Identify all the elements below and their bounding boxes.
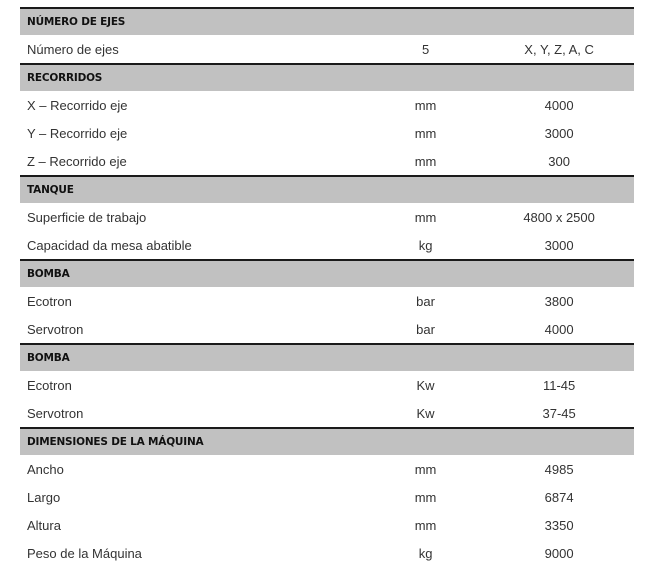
row-value: 4985 [544,461,574,477]
row-label: Z – Recorrido eje [27,153,127,169]
row-unit: kg [418,237,433,253]
table-row [20,539,634,567]
row-value: 9000 [544,545,574,561]
section-title: TANQUE [20,176,634,203]
row-value: X, Y, Z, A, C [524,41,594,57]
row-value: 300 [548,153,570,169]
row-value: 6874 [544,489,574,505]
row-label: Ancho [27,461,64,477]
row-value: 3800 [544,293,574,309]
row-unit: 5 [421,41,430,57]
row-value: 3350 [544,517,574,533]
table-row [20,287,634,315]
row-value: 4000 [544,321,574,337]
row-unit: Kw [416,377,435,393]
section-title: RECORRIDOS [20,64,634,91]
table-row [20,455,634,483]
row-value: 11-45 [542,377,576,393]
table-row [20,231,634,260]
section-title: BOMBA [20,344,634,371]
table-row [20,483,634,511]
row-unit: mm [414,153,437,169]
section-header-numero-de-ejes [20,8,634,35]
table-row [20,147,634,176]
section-header-dimensiones [20,428,634,455]
row-value: 3000 [544,125,574,141]
table-row [20,35,634,64]
row-unit: mm [414,209,437,225]
row-unit: Kw [416,405,435,421]
section-header-tanque [20,176,634,203]
table-row [20,399,634,428]
table-row [20,91,634,119]
section-header-bomba-pressure [20,260,634,287]
section-title: DIMENSIONES DE LA MÁQUINA [20,428,634,455]
row-label: Y – Recorrido eje [27,125,128,141]
section-title: BOMBA [20,260,634,287]
row-label: X – Recorrido eje [27,97,128,113]
row-label: Ecotron [27,293,72,309]
row-unit: mm [414,517,437,533]
row-label: Ecotron [27,377,72,393]
section-title: NÚMERO DE EJES [20,8,634,35]
row-unit: mm [414,489,437,505]
table-row [20,315,634,344]
table-row [20,511,634,539]
row-label: Peso de la Máquina [27,545,142,561]
table-row [20,203,634,231]
row-unit: bar [416,293,435,309]
row-label: Altura [27,517,61,533]
table-row [20,371,634,399]
section-header-bomba-power [20,344,634,371]
row-label: Número de ejes [27,41,119,57]
specifications-table [20,7,634,567]
row-label: Capacidad da mesa abatible [27,237,192,253]
row-unit: mm [414,125,437,141]
section-header-recorridos [20,64,634,91]
row-unit: bar [416,321,435,337]
row-value: 4000 [544,97,574,113]
row-unit: kg [418,545,433,561]
row-unit: mm [414,461,437,477]
table-row [20,119,634,147]
row-value: 37-45 [542,405,576,421]
row-value: 3000 [544,237,574,253]
row-label: Superficie de trabajo [27,209,147,225]
row-value: 4800 x 2500 [523,209,595,225]
row-label: Servotron [27,405,84,421]
row-label: Largo [27,489,61,505]
row-unit: mm [414,97,437,113]
row-label: Servotron [27,321,84,337]
